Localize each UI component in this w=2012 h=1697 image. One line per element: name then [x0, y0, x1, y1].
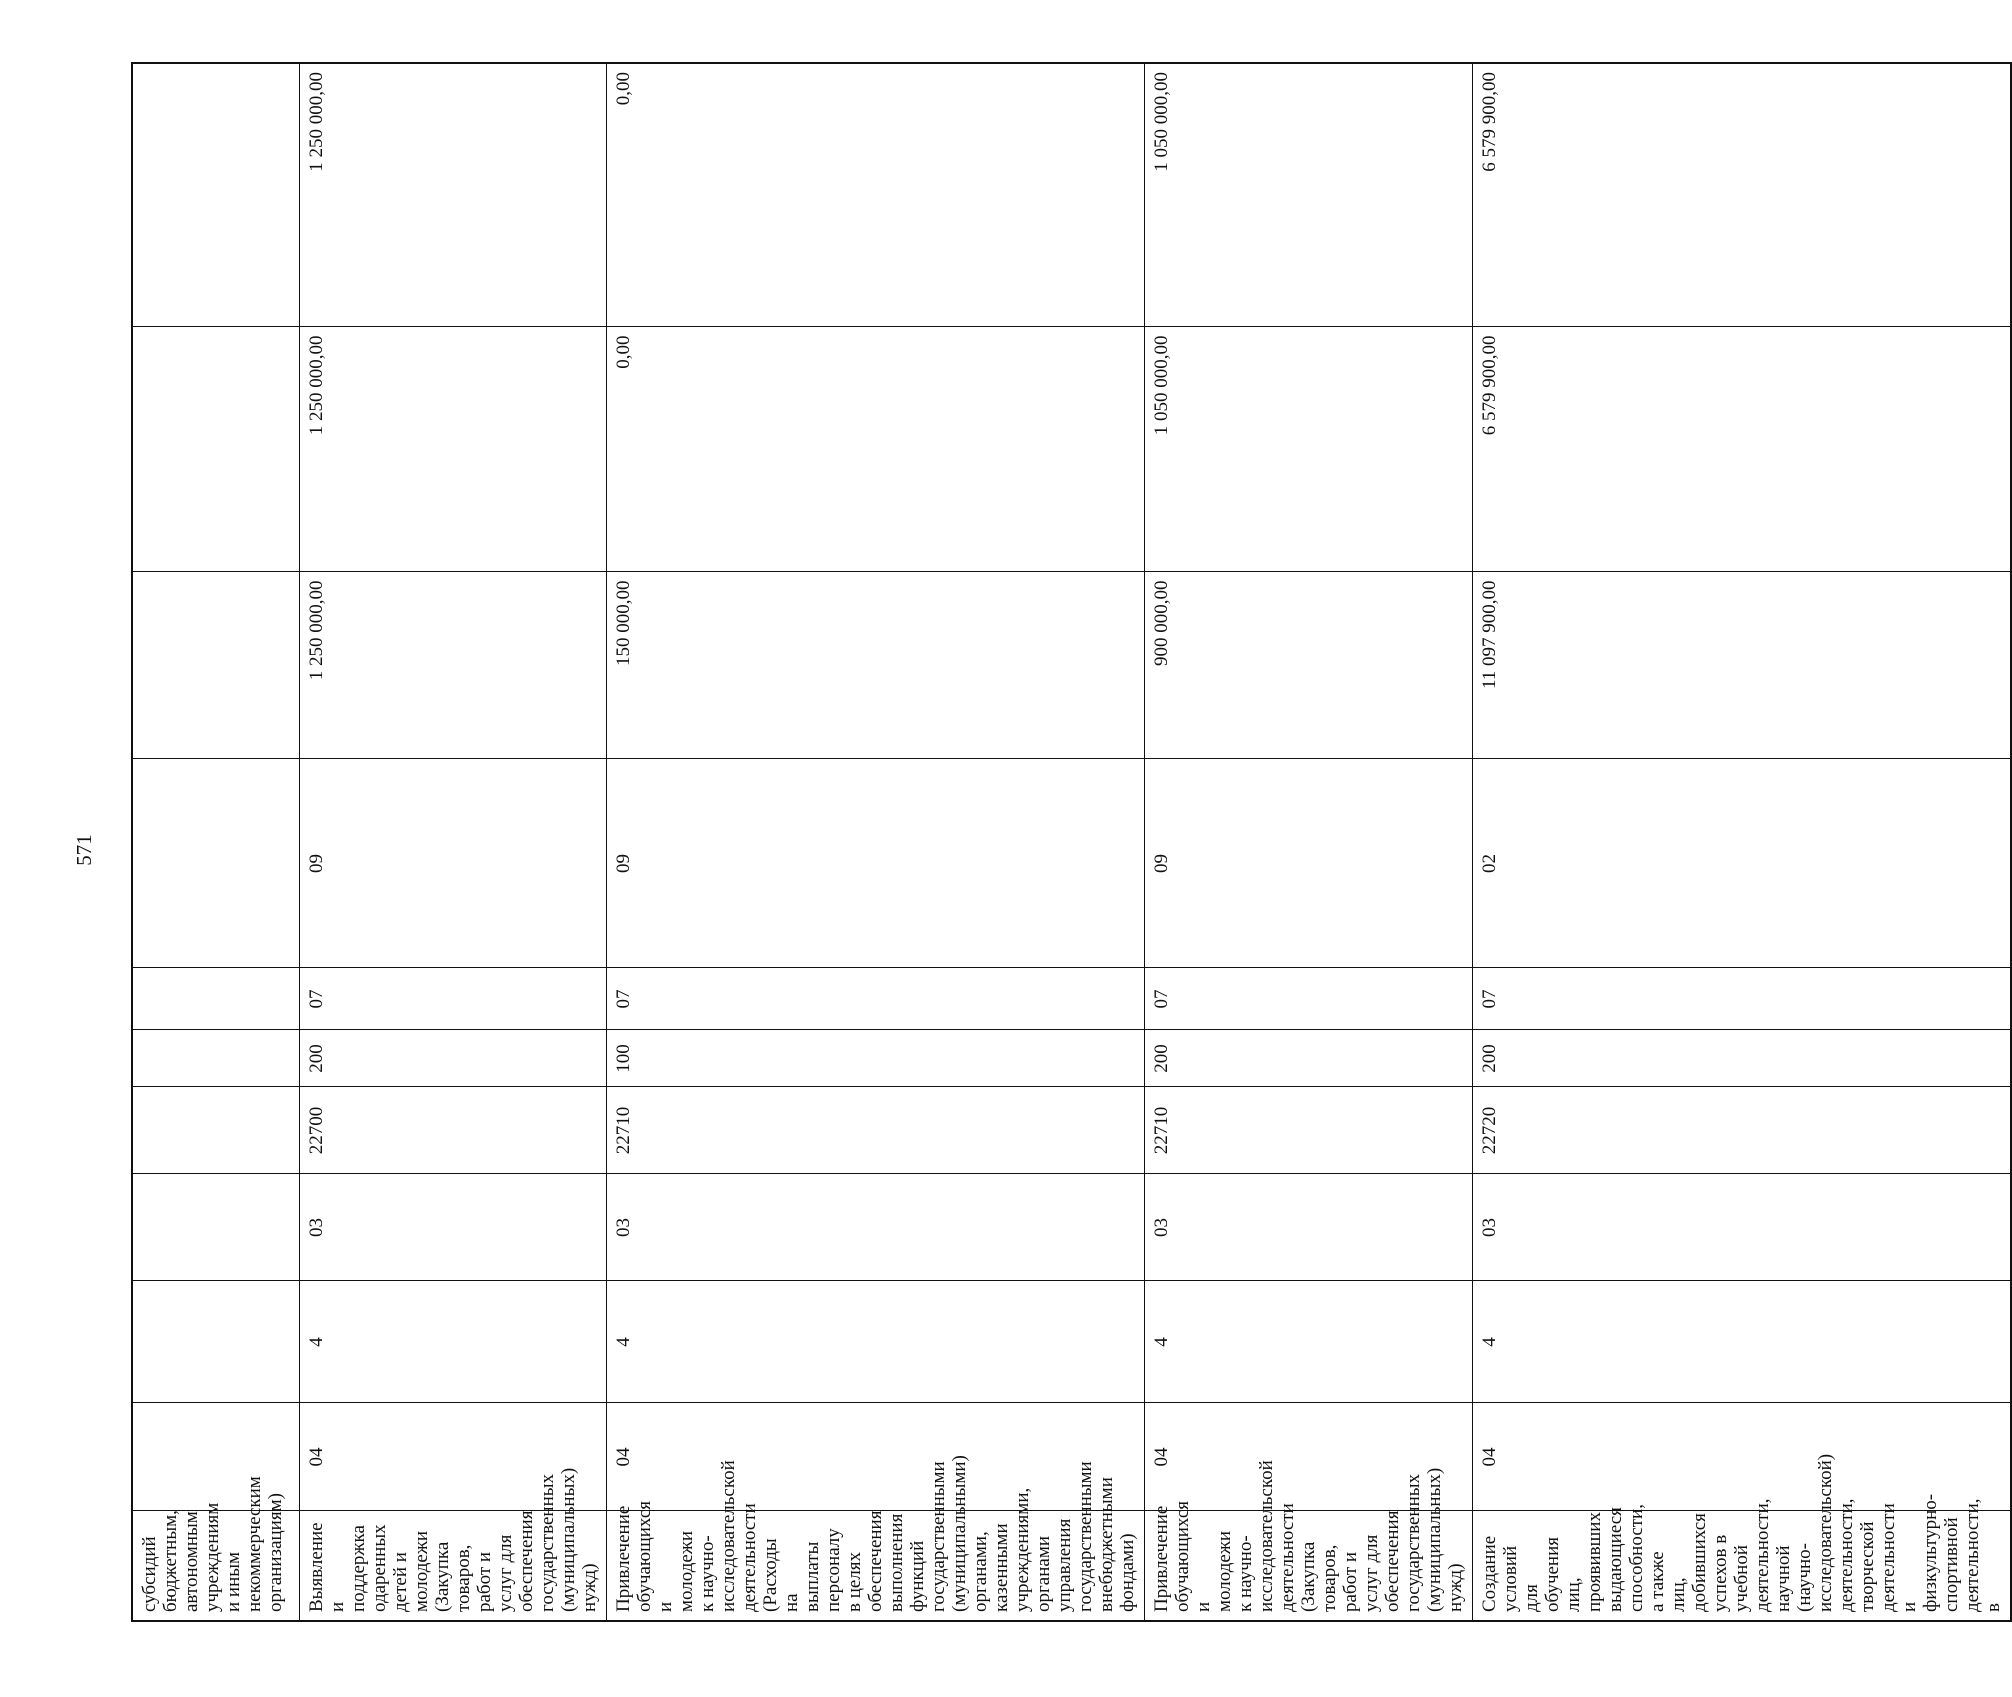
cell-code-d: 22710: [1144, 1087, 1472, 1174]
cell-code-g: 09: [1144, 759, 1472, 968]
row-description: Создание условий для обучения лиц, проявивших выдающиеся способности, а также лиц, добившихся успехов в учебной деятельности, научной (научно-исследовательской) деятельности, творческой деятельности и физкультурно-спортивной деятельности, в: [1472, 1511, 2011, 1621]
cell-code-f: 07: [606, 968, 1144, 1030]
cell-code-f: 07: [1144, 968, 1472, 1030]
cell-amount-3: 1 050 000,00: [1144, 63, 1472, 327]
cell-code-e: 200: [1472, 1030, 2011, 1087]
cell-code-c: [132, 1174, 299, 1281]
cell-code-b: 4: [299, 1281, 606, 1403]
cell-code-b: 4: [1472, 1281, 2011, 1403]
cell-code-g: 02: [1472, 759, 2011, 968]
cell-amount-3: [132, 63, 299, 327]
cell-code-f: [132, 968, 299, 1030]
table-row: [606, 63, 1144, 1621]
row-description: Привлечение обучающихся и молодежи к научно-исследовательской деятельности (Расходы на выплаты персоналу в целях обеспечения выполнения функций государственными (муниципальными) органами, казенными учреждениями, органами управления государственными внебюджетными фондами): [606, 1511, 1144, 1621]
cell-amount-2: [132, 327, 299, 572]
cell-amount-1: 11 097 900,00: [1472, 572, 2011, 759]
cell-amount-1: 900 000,00: [1144, 572, 1472, 759]
row-description: Выявление и поддержка одаренных детей и молодежи (Закупка товаров, работ и услуг для обеспечения государственных (муниципальных) нужд): [299, 1511, 606, 1621]
row-description: Привлечение обучающихся и молодежи к научно-исследовательской деятельности (Закупка товаров, работ и услуг для обеспечения государственных (муниципальных) нужд): [1144, 1511, 1472, 1621]
cell-code-a: 04: [606, 1403, 1144, 1511]
cell-code-d: 22710: [606, 1087, 1144, 1174]
table-row: [1144, 63, 1472, 1621]
cell-code-d: 22700: [299, 1087, 606, 1174]
cell-code-c: 03: [1144, 1174, 1472, 1281]
cell-amount-2: 1 250 000,00: [299, 327, 606, 572]
page-number: 571: [71, 834, 96, 866]
cell-amount-3: 0,00: [606, 63, 1144, 327]
cell-code-e: 200: [1144, 1030, 1472, 1087]
budget-table: [131, 62, 2012, 1622]
cell-amount-2: 6 579 900,00: [1472, 327, 2011, 572]
cell-code-a: 04: [299, 1403, 606, 1511]
cell-code-d: [132, 1087, 299, 1174]
cell-code-b: 4: [606, 1281, 1144, 1403]
cell-code-f: 07: [299, 968, 606, 1030]
cell-code-a: 04: [1144, 1403, 1472, 1511]
cell-code-f: 07: [1472, 968, 2011, 1030]
cell-code-e: 100: [606, 1030, 1144, 1087]
cell-amount-1: 150 000,00: [606, 572, 1144, 759]
cell-amount-1: 1 250 000,00: [299, 572, 606, 759]
cell-code-e: 200: [299, 1030, 606, 1087]
table-row: [132, 63, 299, 1621]
rotated-table-sheet: [131, 62, 2004, 1622]
cell-code-g: 09: [299, 759, 606, 968]
cell-code-g: 09: [606, 759, 1144, 968]
cell-code-a: 04: [1472, 1403, 2011, 1511]
cell-code-e: [132, 1030, 299, 1087]
cell-code-c: 03: [299, 1174, 606, 1281]
cell-code-d: 22720: [1472, 1087, 2011, 1174]
cell-code-c: 03: [606, 1174, 1144, 1281]
cell-code-b: 4: [1144, 1281, 1472, 1403]
cell-amount-3: 6 579 900,00: [1472, 63, 2011, 327]
cell-amount-1: [132, 572, 299, 759]
cell-code-c: 03: [1472, 1174, 2011, 1281]
cell-code-g: [132, 759, 299, 968]
cell-amount-2: 0,00: [606, 327, 1144, 572]
table-row: [299, 63, 606, 1621]
cell-amount-3: 1 250 000,00: [299, 63, 606, 327]
cell-amount-2: 1 050 000,00: [1144, 327, 1472, 572]
row-description: субсидий бюджетным, автономным учреждениям и иным некоммерческим организациям): [132, 1511, 299, 1621]
cell-code-b: [132, 1281, 299, 1403]
table-row: [1472, 63, 2011, 1621]
